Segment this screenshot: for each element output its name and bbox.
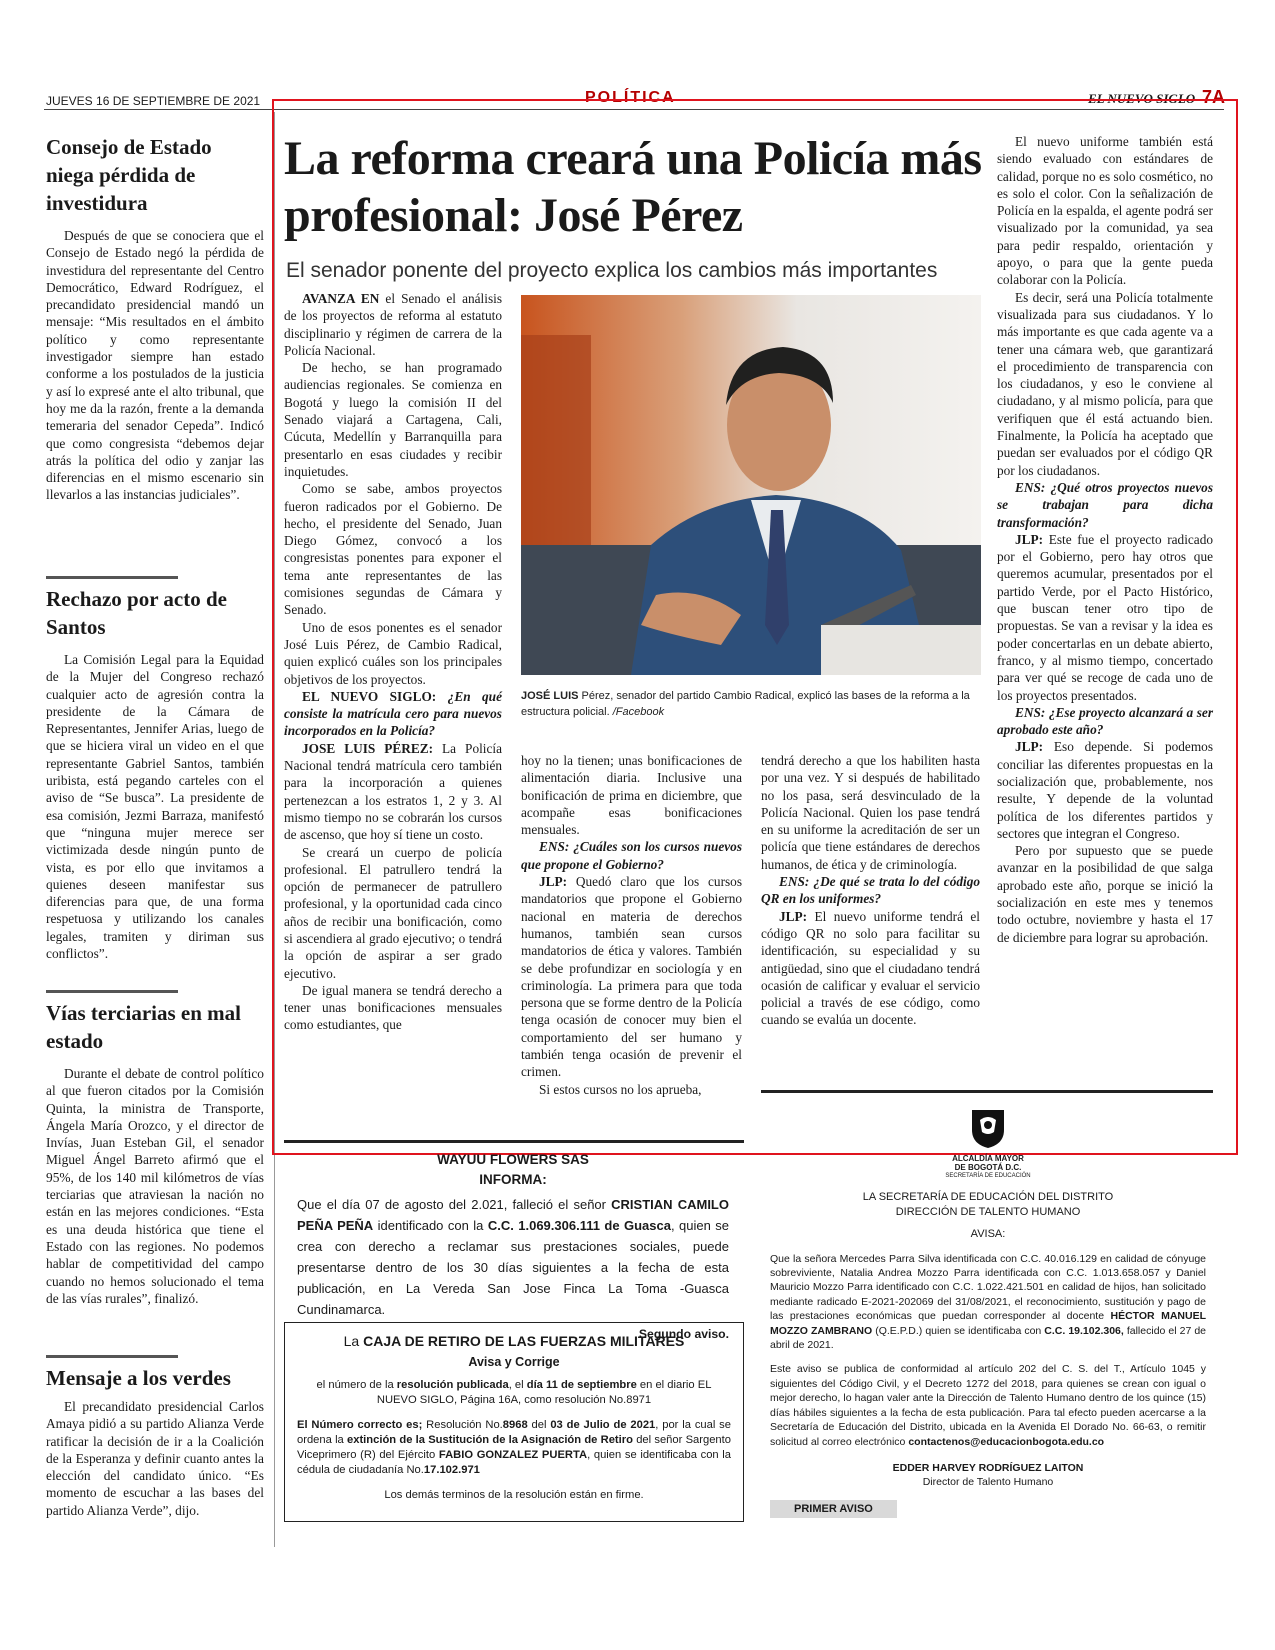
teacher-id: C.C. 19.102.306, <box>1044 1324 1124 1337</box>
ad-text: Resolución No. <box>422 1419 503 1431</box>
answer-text: Eso depende. Si podemos conciliar las diferentes propuestas en la socialización que, probablemente, nos resulte, Y depende de la voluntad política de los diferentes partidos y sectores que integran el Congreso. <box>997 739 1213 841</box>
answer-text: La Policía Nacional tendrá matrícula cero también para la incorporación a quienes pertenezcan a los estratos 1, 2 y 3. Al mismo tiempo no se cobrarán los cursos de ascenso, que hoy sí tiene un costo. <box>284 740 502 843</box>
ad-text-bold: 8968 <box>502 1419 528 1431</box>
brief-text: La Comisión Legal para la Equidad de la Mujer del Congreso rechazó cualquier acto de agresión contra la presidente de la Cámara de Representantes, Jennifer Arias, luego de que se hiciera viral un video en el que representante Gabriel Santos, también uribista, está pegando carteles con el aviso de “Se busca”. La presidente de esa comisión, Jezmi Barraza, manifestó que “ninguna mujer merece ser victimizada desde ningún punto de vista, es por ello que invitamos a quienes deseen manifestar sus diferencias para que, de una forma respetuosa y utilizando los canales legales, tramiten y diriman sus conflictos”. <box>46 652 264 962</box>
paragraph: El nuevo uniforme también está siendo evaluado con estándares de calidad, porque no es solo cosmético, no es solo el color. Con la señalización de Policía en la espalda, el agente podrá ser visualizado por la comunidad, ya sea para pedir respaldo, orientación y apoyo, o para que la gente pueda colaborar con la Policía. <box>997 134 1213 288</box>
brief-text: Después de que se conociera que el Consejo de Estado negó la pérdida de investidura del representante del Centro Democrático, Edward Rodríguez, el precandidato presidencial mandó un mensaje: “Mis resultados en el ámbito político y como representante investigador siempre han estado conforme a los postulados de la justicia y así lo expresé ante el alto tribunal, que hoy me da la razón, frente a la demanda temeraria del senador Cepeda”. Indicó que como congresista “debemos dejar atrás la política del odio y zanjar las diferencias en el mismo escenario sin llevarlos a las instancias judiciales”. <box>46 228 264 503</box>
question-text: ¿En qué consiste la matrícula cero para nuevos incorporados en la Policía? <box>284 688 502 739</box>
ad-body-1 <box>770 1252 1206 1353</box>
ad-text-bold: día 11 de septiembre <box>526 1379 637 1391</box>
ad-text: , quien se crea con derecho a reclamar sus prestaciones sociales, puede presentarse dentro de los 30 días siguientes a la fecha de esta publicación, en La Vereda San Jose Finca La Toma -Guasca Cundinamarca. <box>297 1218 730 1317</box>
answer-label: JLP: <box>779 908 808 924</box>
paragraph: tendrá derecho a que los habiliten hasta por una vez. Y si después de habilitado no los pasa, será desvinculado de la Policía Nacional. Quien los pase tendrá en su uniforme la acreditación de ser un policía que tiene estándares de derechos humanos, de ética y de criminología. <box>761 753 980 872</box>
ad-title: WAYUU FLOWERS SAS <box>437 1152 589 1167</box>
signer-name: EDDER HARVEY RODRÍGUEZ LAITON <box>892 1461 1084 1474</box>
ad-divider <box>284 1140 744 1143</box>
ad-body-2 <box>297 1418 731 1478</box>
brief-title: Mensaje a los verdes <box>46 1366 231 1390</box>
ad-text-bold: FABIO GONZALEZ PUERTA <box>438 1449 588 1461</box>
ad-wayuu <box>297 1150 729 1344</box>
question-text: ¿Cuáles son los cursos nuevos que propone el Gobierno? <box>521 839 742 872</box>
ad-secretaria-educacion <box>770 1106 1206 1518</box>
answer-label: JOSE LUIS PÉREZ: <box>302 740 434 756</box>
ad-text-bold: resolución publicada <box>396 1379 509 1391</box>
caption-text: Pérez, senador del partido Cambio Radical, explicó las bases de la reforma a la estructura policial. <box>521 690 970 718</box>
ad-text: (Q.E.P.D.) quien se identificaba con <box>872 1324 1045 1337</box>
issue-date: JUEVES 16 DE SEPTIEMBRE DE 2021 <box>46 94 261 108</box>
answer-text: El nuevo uniforme tendrá el código QR no solo para facilitar su identificación, su especialidad y su antigüedad, sino que el ciudadano tendrá ocasión de calificar y evaluar el servicio policial a través de ese código, como cuando se evalúa un docente. <box>761 908 980 1028</box>
bogota-seal <box>770 1106 1206 1154</box>
brief-title: Rechazo por acto de Santos <box>46 587 227 639</box>
ad-title-prefix: La <box>343 1333 364 1349</box>
teacher-name: HÉCTOR MANUEL MOZZO ZAMBRANO <box>770 1310 1206 1337</box>
ad-divider <box>761 1090 1213 1093</box>
seal-text-2: DE BOGOTÁ D.C. <box>954 1163 1022 1173</box>
lead-text: el Senado el análisis de los proyectos de reforma al estatuto disciplinario y régimen de carrera de la Policía Nacional. <box>284 291 502 358</box>
paragraph: Pero por supuesto que se puede avanzar en la posibilidad de que salga aprobado este año, porque se inició la socialización en este mes y tenemos todo octubre, noviembre y hasta el 17 de diciembre para lograr su aprobación. <box>997 843 1213 945</box>
question-label: ENS: <box>1015 479 1046 495</box>
ad-text: Que la señora Mercedes Parra Silva identificada con C.C. 40.016.129 en calidad de cónyuge sobreviviente, Natalia Andrea Mozzo Parra identificada con C.C. 1.013.658.057 y Daniel Mauricio Mozzo Parra identificado con C.C. 1.022.421.501 en calidad de hijos, han solicitado mediante radicado E-2021-202069 del 31/08/2021, el reconocimiento, sustitución y pago de las prestaciones económicas que puedan corresponder al docente <box>770 1252 1206 1323</box>
brief-divider <box>46 576 178 579</box>
brief-verdes <box>46 1364 264 1519</box>
contact-email-link[interactable]: contactenos@educacionbogota.edu.co <box>908 1435 1105 1448</box>
ad-title: CAJA DE RETIRO DE LAS FUERZAS MILITARES <box>363 1333 685 1349</box>
question-text: ¿De qué se trata lo del código QR en los uniformes? <box>761 874 980 907</box>
ad-text: Este aviso se publica de conformidad al artículo 202 del C. S. del T., Artículo 1045 y siguientes del Código Civil, y el Decreto 1272 del 2018, para quienes se crean con igual o mejor derecho, lo hagan valer ante la Dirección de Talento Humano dentro de los quince (15) días hábiles siguientes a la fecha de esta publicación. Para tal efecto pueden acercarse a la Secretaría de Educación del Distrito, ubicada en la Avenida El Dorado No. 66-63, o remitir solicitud al correo electrónico <box>770 1363 1206 1448</box>
bogota-shield-icon <box>968 1106 1008 1150</box>
highlight-frame <box>272 99 1238 1155</box>
ad-text-bold: 17.102.971 <box>423 1464 480 1476</box>
brief-divider <box>46 990 178 993</box>
ad-text: en el diario EL NUEVO SIGLO, Página 16A, como resolución No.8971 <box>376 1379 712 1406</box>
brief-text: El precandidato presidencial Carlos Amaya pidió a su partido Alianza Verde ratificar la decisión de ir a la Coalición de la Esperanza y definir cuanto antes la elección del candidato único. “Es momento de escuchar a las bases del partido Alianza Verde”, dijo. <box>46 1399 264 1518</box>
signer-role: Director de Talento Humano <box>922 1476 1054 1489</box>
question-label: ENS: <box>1015 704 1046 720</box>
seal-text-3: SECRETARÍA DE EDUCACIÓN <box>945 1173 1031 1180</box>
ad-body-1 <box>297 1378 731 1408</box>
ad-footer: Los demás terminos de la resolución están en firme. <box>384 1489 644 1501</box>
brief-text: Durante el debate de control político al que fueron citados por la Comisión Quinta, la ministra de Transporte, Ángela María Orozco, y el director de Invías, Juan Esteban Gil, el senador Miguel Ángel Barreto afirmó que el 95%, de los 140 mil kilómetros de vías terciarias que atraviesan la nación no están en las mejores condiciones. “Esta es una deuda histórica que tiene el Estado con las regiones. No podemos hablar de competitividad del campo cuando no hemos solucionado el tema de las vías rurales”, finalizó. <box>46 1066 264 1306</box>
ad-text: del señor Sargento Viceprimero (R) del Ejército <box>297 1434 731 1461</box>
paragraph: Es decir, será una Policía totalmente visualizada para sus ciudadanos. Y lo más importante es que cada agente va a tener una cámara web, que garantizará el procedimiento de transparencia con los ciudadanos, y eso le conviene al ciudadano, y al mismo policía, para que verifiquen que él está actuando bien. Finalmente, la Policía ha aceptado que puedan ser evaluados por el código QR por los ciudadanos. <box>997 289 1213 478</box>
ad-text-bold: 03 de Julio de 2021 <box>550 1419 656 1431</box>
ad-text-bold: extinción de la Sustitución de la Asignación de Retiro <box>347 1434 633 1446</box>
paragraph: De igual manera se tendrá derecho a tener unas bonificaciones mensuales como estudiantes, que <box>284 982 502 1033</box>
question-label: ENS: <box>539 839 570 855</box>
paragraph: Se creará un cuerpo de policía profesional. El patrullero tendrá la opción de permanecer de patrullero profesional, y la oportunidad cada cinco años de recibir una bonificación, como si ascendiera al grado ejecutivo; o tendrá la opción de aspirar a ser grado ejecutivo. <box>284 844 502 981</box>
paragraph: De hecho, se han programado audiencias regionales. Se comienza en Bogotá y luego la comisión II del Senado viajará a Cartagena, Cali, Cúcuta, Medellín y Barranquilla para presentarlo en esas ciudades y recibir inquietudes. <box>284 360 502 479</box>
newspaper-logo: EL NUEVO SIGLO <box>1088 91 1196 106</box>
deceased-name: CRISTIAN CAMILO PEÑA PEÑA <box>297 1197 729 1233</box>
caption-credit: /Facebook <box>609 706 665 718</box>
seal-text-1: ALCALDÍA MAYOR <box>952 1154 1024 1164</box>
id-number: C.C. 1.069.306.111 de Guasca <box>487 1218 671 1233</box>
ad-heading-1: LA SECRETARÍA DE EDUCACIÓN DEL DISTRITO <box>862 1191 1114 1204</box>
page-number: 7A <box>1202 87 1226 107</box>
question-text: ¿Qué otros proyectos nuevos se trabajan para dicha transformación? <box>997 479 1213 530</box>
answer-label: JLP: <box>1015 531 1044 547</box>
paragraph: Uno de esos ponentes es el senador José Luis Pérez, de Cambio Radical, quien explicó cuáles son los principales objetivos de los proyectos. <box>284 619 502 687</box>
paragraph: Si estos cursos no los aprueba, <box>539 1081 702 1097</box>
brief-rechazo <box>46 585 264 962</box>
paragraph: hoy no la tienen; unas bonificaciones de alimentación diaria. Inclusive una bonificación de prima en diciembre, que acompañe esas bonificaciones mensuales. <box>521 753 742 838</box>
ad-text: , quien se identificaba con la cédula de ciudadanía No. <box>297 1449 732 1476</box>
answer-label: JLP: <box>539 874 568 890</box>
brief-consejo <box>46 133 264 504</box>
ad-subtitle: INFORMA: <box>479 1172 547 1187</box>
caption-name: JOSÉ LUIS <box>521 690 579 702</box>
answer-label: JLP: <box>1015 739 1044 755</box>
brief-divider <box>46 1355 178 1358</box>
ad-footer: Segundo aviso. <box>638 1327 729 1341</box>
question-label: EL NUEVO SIGLO: <box>302 688 437 704</box>
ad-body <box>297 1194 729 1320</box>
article-headline: La reforma creará una Policía más profesional: José Pérez <box>284 132 982 242</box>
ad-heading-2: DIRECCIÓN DE TALENTO HUMANO <box>895 1205 1081 1218</box>
paragraph: Como se sabe, ambos proyectos fueron radicados por el Gobierno. De hecho, el presidente del Senado, Juan Diego Gómez, convocó a los congresistas ponentes para exponer el tema ante representantes de las comisiones segundas de Cámara y Senado. <box>284 481 502 618</box>
section-name: POLÍTICA <box>585 89 676 106</box>
ad-text: Que el día 07 de agosto del 2.021, falleció el señor <box>297 1197 612 1212</box>
ad-text: , el <box>508 1379 527 1391</box>
brief-title: Consejo de Estado niega pérdida de investidura <box>46 135 212 215</box>
ad-text-bold: El Número correcto es; <box>297 1419 423 1431</box>
ad-aviso: AVISA: <box>970 1228 1006 1241</box>
question-label: ENS: <box>779 874 810 890</box>
answer-text: Quedó claro que los cursos mandatorios que propone el Gobierno nacional en materia de derechos humanos, también sean cursos mandatorios de ética y valores. También se debe profundizar en sociología y en criminología. La primera para que toda persona que se forme dentro de la Policía tenga ocasión de conocer muy bien el comportamiento del ser humano y también tenga ocasión de prevenir el crimen. <box>521 874 742 1080</box>
ad-body-2 <box>770 1362 1206 1448</box>
answer-text: Este fue el proyecto radicado por el Gobierno, pero hay otros que queremos acumular, presentados por el partido Verde, por el Pacto Histórico, que buscan tener otro tipo de propuestas. Se van a revisar y la idea es poder concertarlas en un debate abierto, franco, y al mismo tiempo, concertado para ver qué se recoge de cada uno de los proyectos presentados. <box>997 531 1213 703</box>
brief-title: Vías terciarias en mal estado <box>46 1001 241 1053</box>
ad-text: del <box>527 1419 551 1431</box>
ad-text: fallecido el 27 de abril de 2021. <box>770 1324 1206 1352</box>
ad-caja-retiro <box>284 1322 744 1522</box>
ad-text: el número de la <box>316 1379 397 1391</box>
question-text: ¿Ese proyecto alcanzará a ser aprobado este año? <box>997 704 1213 738</box>
brief-vias <box>46 999 264 1307</box>
article-subhead: El senador ponente del proyecto explica los cambios más importantes <box>286 259 938 282</box>
lead-caps: AVANZA EN <box>302 291 380 306</box>
ad-badge: PRIMER AVISO <box>770 1500 897 1518</box>
ad-text: identificado con la <box>373 1218 488 1233</box>
ad-text: , por la cual se ordena la <box>297 1419 732 1446</box>
ad-subtitle: Avisa y Corrige <box>468 1355 560 1369</box>
